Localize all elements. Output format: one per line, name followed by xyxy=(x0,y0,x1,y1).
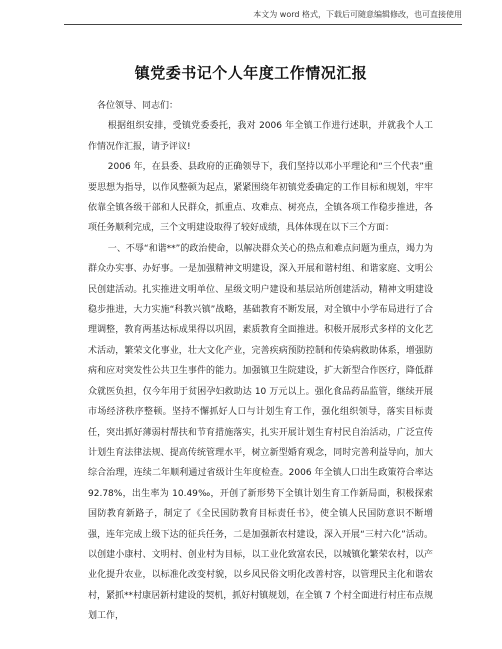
section-one-paragraph: 一、不辱“和谐**”的政治使命，以解决群众关心的热点和难点问题为重点，竭力为群众办实事、办好事。一是加强精神文明建设，深入开展和谐村组、和谐家庭、文明公民创建活动。扎实推进文明单位、星级文明户建设和基层站所创建活动，精神文明建设稳步推进，大力实施“科教兴镇”战略，基础教育不断发展，对全镇中小学布局进行了合理调整，教育两基达标成果得以巩固，素质教育全面推进。积极开展形式多样的文化艺术活动，繁荣文化事业，壮大文化产业，完善疾病预防控制和传染病救助体系，增强防病和应对突发性公共卫生事件的能力。加强镇卫生院建设，扩大新型合作医疗，降低群众就医负担，仅今年用于贫困孕妇救助达 10 万元以上。强化食品药品监管，继续开展市场经济秩序整顿。坚持不懈抓好人口与计划生育工作，强化组织领导，落实目标责任，突出抓好薄弱村帮扶和节育措施落实，扎实开展计划生育村民自治活动，广泛宣传计划生育法律法规、提高传统管理水平，树立新型婚育观念，同时完善利益导向，加大综合治理，连续二年顺利通过省级计生年度检查。2006 年全镇人口出生政策符合率达 92.78%，出生率为 10.49‰，开创了新形势下全镇计划生育工作新局面，积极探索国防教育新路子，制定了《全民国防教育目标责任书》，使全镇人民国防意识不断增强，连年完成上级下达的征兵任务，二是加强新农村建设，深入开展“三村六化”活动。以创建小康村、文明村、创业村为目标，以工业化致富农民，以城镇化繁荣农村，以产业化提升农业，以标准化改变村貌，以乡风民俗文明化改善村容，以管理民主化和谐农村，紧抓**村康居新村建设的契机，抓好村镇规划，在全镇 7 个村全面进行村庄布点规划工作， xyxy=(88,243,433,622)
document-title: 镇党委书记个人年度工作情况汇报 xyxy=(134,64,368,82)
overview-paragraph: 2006 年，在县委、县政府的正确领导下，我们坚持以邓小平理论和“三个代表”重要思想为指导，以作风整顿为起点，紧紧围绕年初镇党委确定的工作目标和规划，牢牢依靠全镇各级干部和人民群众，抓重点、攻难点、树亮点，全镇各项工作稳步推进，各项任务顺利完成，三个文明建设取得了较好成绩，具体体现在以下三个方面： xyxy=(88,162,433,234)
intro-paragraph: 根据组织安排，受镇党委委托，我对 2006 年全镇工作进行述职，并就我个人工作情况作汇报，请予评议! xyxy=(88,121,433,152)
document-body xyxy=(88,96,433,627)
header-note: 本文为 word 格式，下载后可随意编辑修改，也可直接使用 xyxy=(253,10,462,19)
header-divider xyxy=(64,24,462,25)
greeting-paragraph: 各位领导、同志们： xyxy=(97,101,179,111)
